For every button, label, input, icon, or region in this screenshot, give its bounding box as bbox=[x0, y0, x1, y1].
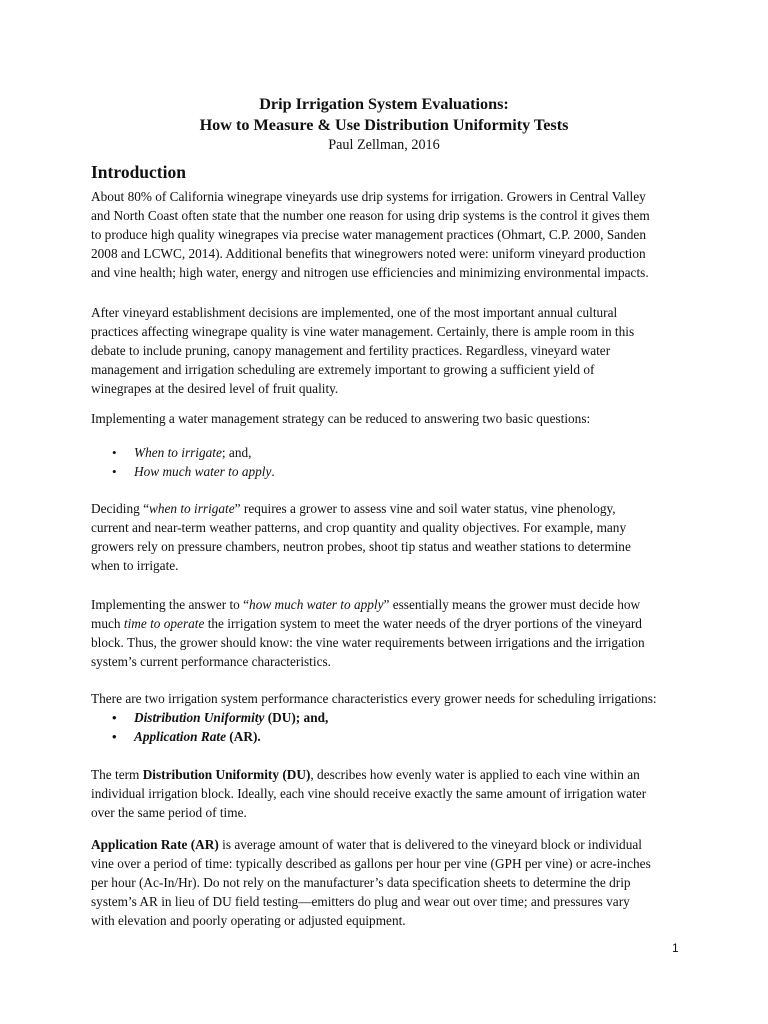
list-item-text: (DU); and, bbox=[264, 710, 329, 725]
italic-run: how much water to apply bbox=[249, 597, 384, 612]
bullet-icon: • bbox=[112, 729, 117, 744]
text-line: and vine health; high water, energy and nitrogen use efficiencies and minimizing environmental impacts. bbox=[91, 265, 649, 280]
text-line: debate to include pruning, canopy management and fertility practices. Regardless, vineyard water bbox=[91, 343, 611, 358]
paragraph-6: There are two irrigation system performance characteristics every grower needs for scheduling irrigations: bbox=[91, 691, 657, 706]
bold-run: Distribution Uniformity (DU) bbox=[142, 767, 311, 782]
text-run: the irrigation system to meet the water needs of the dryer portions of the vineyard bbox=[204, 616, 642, 631]
text-line: current and near-term weather patterns, and crop quantity and quality objectives. For example, many bbox=[91, 520, 627, 535]
text-line: growers rely on pressure chambers, neutron probes, shoot tip status and weather stations to determine bbox=[91, 539, 631, 554]
italic-run: when to irrigate bbox=[148, 501, 235, 516]
text-line: system’s AR in lieu of DU field testing—emitters do plug and wear out over time; and pressures vary bbox=[91, 894, 630, 909]
text-line: practices affecting winegrape quality is vine water management. Certainly, there is ample room in this bbox=[91, 324, 635, 339]
list-item-text: . bbox=[271, 464, 275, 479]
text-run: ” requires a grower to assess vine and soil water status, vine phenology, bbox=[234, 501, 616, 516]
text-line: 2008 and LCWC, 2014). Additional benefits that winegrowers noted were: uniform vineyard production bbox=[91, 246, 646, 261]
text-line: when to irrigate. bbox=[91, 558, 179, 573]
text-line: and North Coast often state that the number one reason for using drip systems is the control it gives them bbox=[91, 208, 650, 223]
text-run: much bbox=[91, 616, 124, 631]
text-line: over the same period of time. bbox=[91, 805, 247, 820]
text-line: per hour (Ac-In/Hr). Do not rely on the manufacturer’s data specification sheets to determine the drip bbox=[91, 875, 631, 890]
list-item-text: (AR). bbox=[225, 729, 261, 744]
text-run: Implementing the answer to “ bbox=[91, 597, 250, 612]
text-run: , describes how evenly water is applied to each vine within an bbox=[310, 767, 640, 782]
text-line: block. Thus, the grower should know: the vine water requirements between irrigations and the irrigation bbox=[91, 635, 645, 650]
list-item-italic: Distribution Uniformity bbox=[134, 710, 265, 725]
text-run: Deciding “ bbox=[91, 501, 149, 516]
list-item-italic: How much water to apply bbox=[134, 464, 272, 479]
list-item-italic: When to irrigate bbox=[134, 445, 222, 460]
list-item-italic: Application Rate bbox=[134, 729, 226, 744]
bold-run: Application Rate (AR) bbox=[91, 837, 219, 852]
text-run: is average amount of water that is delivered to the vineyard block or individual bbox=[218, 837, 642, 852]
title-block bbox=[0, 94, 768, 155]
text-line: winegrapes at the desired level of fruit quality. bbox=[91, 381, 339, 396]
text-line bbox=[91, 836, 691, 855]
list-item-text: ; and, bbox=[221, 445, 252, 460]
bullet-icon: • bbox=[112, 710, 117, 725]
list-item bbox=[112, 728, 672, 747]
text-line bbox=[91, 766, 691, 785]
bullet-icon: • bbox=[112, 464, 117, 479]
text-line: to produce high quality winegrapes via precise water management practices (Ohmart, C.P. 2000, Sanden bbox=[91, 227, 646, 242]
document-subtitle: How to Measure & Use Distribution Uniformity Tests bbox=[199, 116, 569, 134]
document-title: Drip Irrigation System Evaluations: bbox=[259, 95, 509, 113]
text-run: The term bbox=[91, 767, 143, 782]
text-line: with elevation and poorly operating or adjusted equipment. bbox=[91, 913, 406, 928]
bullet-icon: • bbox=[112, 445, 117, 460]
text-line bbox=[91, 615, 691, 634]
text-line: management and irrigation scheduling are extremely important to growing a sufficient yield of bbox=[91, 362, 595, 377]
paragraph-3: Implementing a water management strategy can be reduced to answering two basic questions: bbox=[91, 411, 591, 426]
list-item bbox=[112, 463, 672, 482]
italic-run: time to operate bbox=[123, 616, 205, 631]
text-line: system’s current performance characteristics. bbox=[91, 654, 331, 669]
author-line: Paul Zellman, 2016 bbox=[328, 137, 440, 153]
text-line: After vineyard establishment decisions are implemented, one of the most important annual cultural bbox=[91, 305, 618, 320]
text-line bbox=[91, 500, 691, 519]
page-number: 1 bbox=[672, 941, 679, 955]
text-line: vine over a period of time: typically described as gallons per hour per vine (GPH per vine) or acre-inches bbox=[91, 856, 651, 871]
list-item bbox=[112, 709, 672, 728]
text-line: About 80% of California winegrape vineyards use drip systems for irrigation. Growers in Central Valley bbox=[91, 189, 646, 204]
text-line bbox=[91, 596, 691, 615]
section-heading-introduction: Introduction bbox=[91, 162, 186, 182]
text-line: individual irrigation block. Ideally, each vine should receive exactly the same amount of irrigation water bbox=[91, 786, 647, 801]
text-run: ” essentially means the grower must decide how bbox=[383, 597, 641, 612]
list-item bbox=[112, 444, 672, 463]
